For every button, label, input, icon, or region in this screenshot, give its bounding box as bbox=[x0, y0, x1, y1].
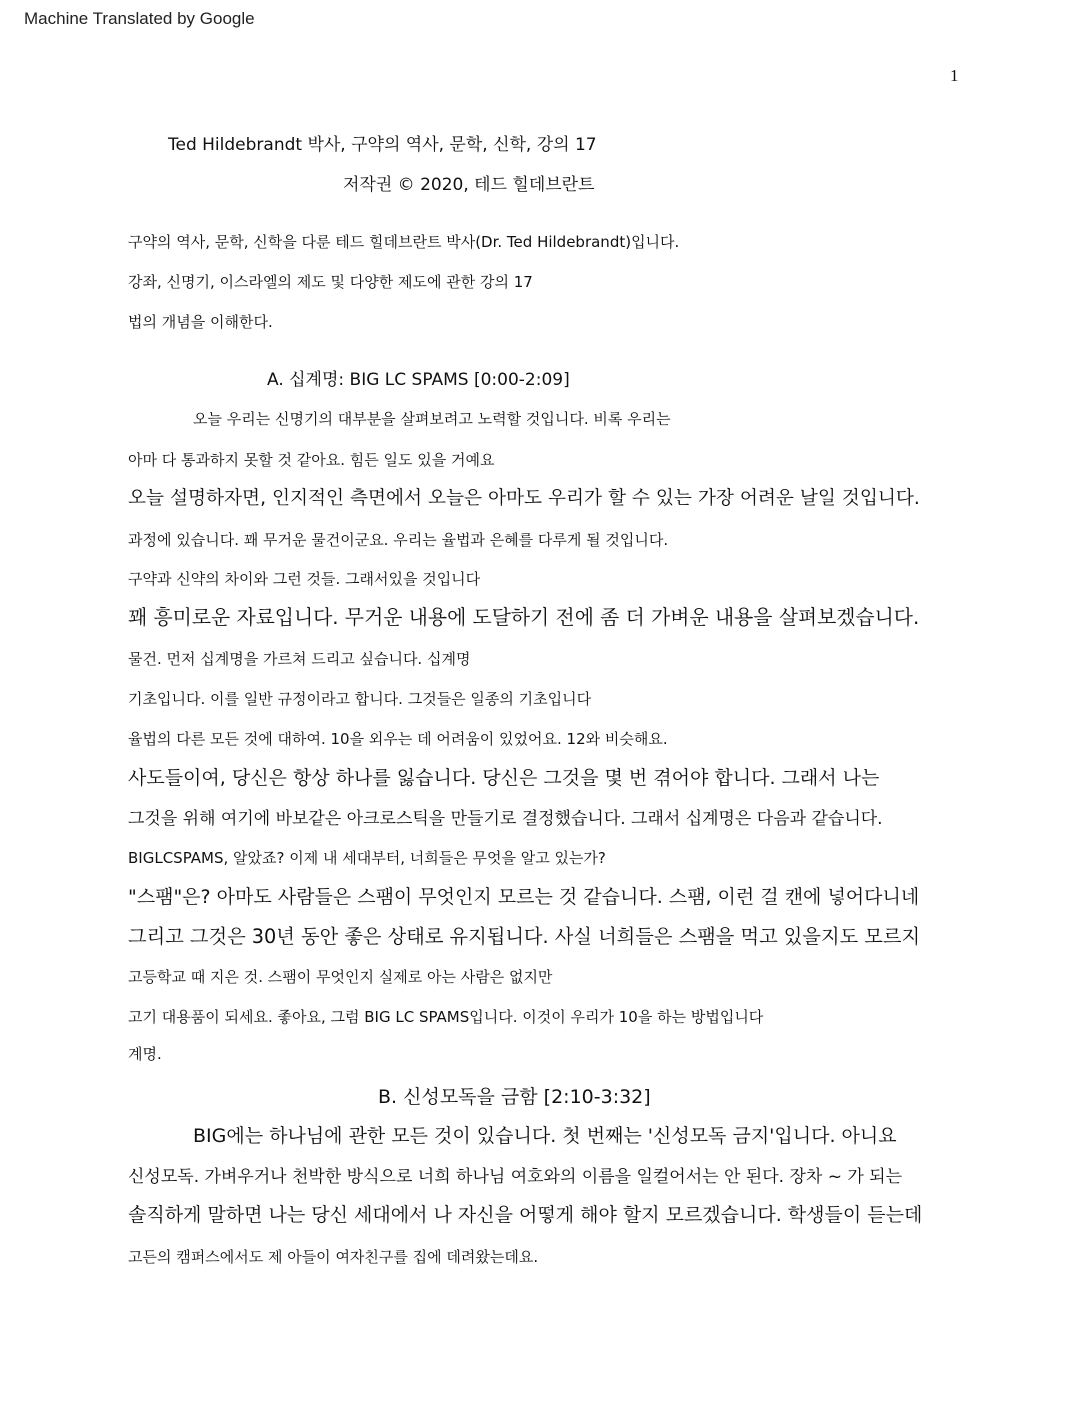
paragraph-line: "스팸"은? 아마도 사람들은 스팸이 무엇인지 모르는 것 같습니다. 스팸, 이런 걸 캔에 넣어다니네 bbox=[128, 886, 920, 908]
paragraph-line: BIGLCSPAMS, 알았죠? 이제 내 세대부터, 너희들은 무엇을 알고 있는가? bbox=[128, 849, 606, 867]
intro-line: 강좌, 신명기, 이스라엘의 제도 및 다양한 제도에 관한 강의 17 bbox=[128, 273, 533, 291]
copyright-line: 저작권 © 2020, 테드 힐데브란트 bbox=[343, 175, 595, 195]
paragraph-line: 오늘 설명하자면, 인지적인 측면에서 오늘은 아마도 우리가 할 수 있는 가장 어려운 날일 것입니다. bbox=[128, 488, 920, 509]
paragraph-line: 오늘 우리는 신명기의 대부분을 살펴보려고 노력할 것입니다. 비록 우리는 bbox=[193, 410, 671, 428]
paragraph-line: 과정에 있습니다. 꽤 무거운 물건이군요. 우리는 율법과 은혜를 다루게 될 것입니다. bbox=[128, 531, 669, 549]
paragraph-line: 고든의 캠퍼스에서도 제 아들이 여자친구를 집에 데려왔는데요. bbox=[128, 1248, 539, 1266]
paragraph-line: 계명. bbox=[128, 1045, 162, 1063]
paragraph-line: 사도들이여, 당신은 항상 하나를 잃습니다. 당신은 그것을 몇 번 겪어야 합니다. 그래서 나는 bbox=[128, 767, 880, 789]
paragraph-line: 고기 대용품이 되세요. 좋아요, 그럼 BIG LC SPAMS입니다. 이것이 우리가 10을 하는 방법입니다 bbox=[128, 1008, 764, 1026]
paragraph-line: 기초입니다. 이를 일반 규정이라고 합니다. 그것들은 일종의 기초입니다 bbox=[128, 690, 592, 708]
paragraph-line: 율법의 다른 모든 것에 대하여. 10을 외우는 데 어려움이 있었어요. 12와 비슷해요. bbox=[128, 730, 668, 748]
paragraph-line: 꽤 흥미로운 자료입니다. 무거운 내용에 도달하기 전에 좀 더 가벼운 내용을 살펴보겠습니다. bbox=[128, 606, 920, 629]
intro-line: 구약의 역사, 문학, 신학을 다룬 테드 힐데브란트 박사(Dr. Ted Hildebrandt)입니다. bbox=[128, 233, 680, 251]
paragraph-line: 물건. 먼저 십계명을 가르쳐 드리고 싶습니다. 십계명 bbox=[128, 650, 471, 668]
section-a-heading: A. 십계명: BIG LC SPAMS [0:00-2:09] bbox=[267, 370, 570, 390]
paragraph-line: 아마 다 통과하지 못할 것 같아요. 힘든 일도 있을 거예요 bbox=[128, 451, 495, 469]
paragraph-line: 구약과 신약의 차이와 그런 것들. 그래서있을 것입니다 bbox=[128, 570, 481, 588]
paragraph-line: 그것을 위해 여기에 바보같은 아크로스틱을 만들기로 결정했습니다. 그래서 십계명은 다음과 같습니다. bbox=[128, 809, 883, 829]
paragraph-line: 고등학교 때 지은 것. 스팸이 무엇인지 실제로 아는 사람은 없지만 bbox=[128, 968, 553, 986]
paragraph-line: 신성모독. 가벼우거나 천박한 방식으로 너희 하나님 여호와의 이름을 일컬어서는 안 된다. 장차 ~ 가 되는 bbox=[128, 1167, 903, 1187]
intro-line: 법의 개념을 이해한다. bbox=[128, 313, 273, 331]
page-number: 1 bbox=[950, 66, 959, 85]
document-title: Ted Hildebrandt 박사, 구약의 역사, 문학, 신학, 강의 17 bbox=[168, 135, 597, 155]
paragraph-line: 솔직하게 말하면 나는 당신 세대에서 나 자신을 어떻게 해야 할지 모르겠습니다. 학생들이 듣는데 bbox=[128, 1204, 923, 1226]
paragraph-line: 그리고 그것은 30년 동안 좋은 상태로 유지됩니다. 사실 너희들은 스팸을 먹고 있을지도 모르지 bbox=[128, 925, 921, 948]
section-b-heading: B. 신성모독을 금함 [2:10-3:32] bbox=[378, 1086, 651, 1108]
paragraph-line: BIG에는 하나님에 관한 모든 것이 있습니다. 첫 번째는 '신성모독 금지'입니다. 아니요 bbox=[193, 1125, 897, 1147]
machine-translation-banner: Machine Translated by Google bbox=[24, 9, 255, 28]
